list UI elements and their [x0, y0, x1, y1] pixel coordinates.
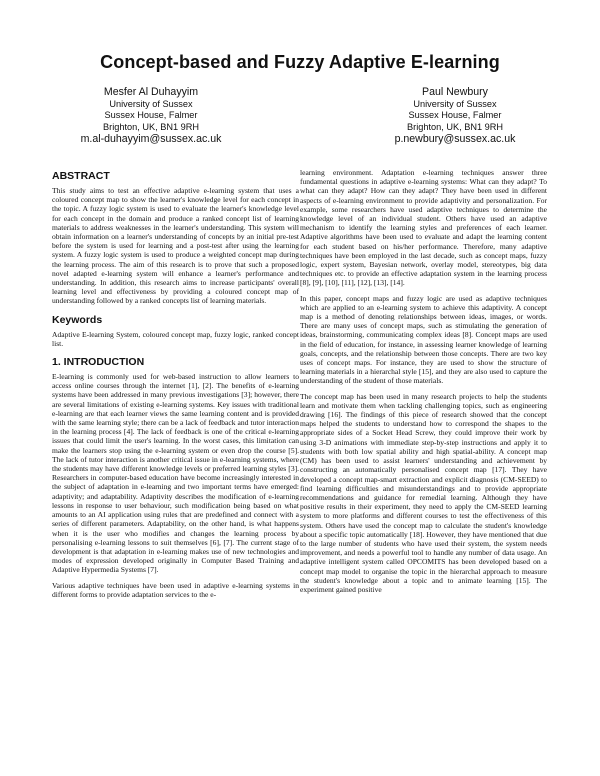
body-paragraph: learning environment. Adaptation e-learning techniques answer three fundamental questions in adaptive e-learning systems: What can they adapt? To what can they adapt? How can they adapt? They have been used in different aspects of e-learning environment to provide adaptivity and personalization. For example, some researchers have used adaptive techniques to determine the knowledge level of an individual student. Others have used an adaptive mechanism to identify the learning styles and preferences of each learner. Adaptive algorithms have been used to evaluate and adapt the learning content for each student based on his/her performance. Therefore, many adaptive techniques have been employed in the last decade, such as concept maps, fuzzy logic, expert system, Bayesian network, overlay model, stereotypes, big data techniques etc. to provide an effective adaptation system in the learning process [8], [9], [10], [11], [12], [13], [14].	[300, 168, 547, 288]
body-paragraph: The concept map has been used in many research projects to help the students learn and motivate them when tackling challenging topics, such as engineering drawing [16]. The findings of this piece of research showed that the concept maps helped the students to understand how to correspond the shapes to the appropriate sides of a Socket Head Screw, they could improve their work by using 3-D animations with immediate step-by-step instructions and apply it to students with both low spatial ability and high spatial-ability. A concept map (CM) has been used to assist learners' understanding and achievement by constructing an automatically personalised concept map [17]. They have developed a concept map-smart extraction and explicit diagnosis (CM-SEED) to find learning difficulties and misunderstandings and to provide appropriate recommendations and guidance for remedial learning. Although they have positive results in their experiment, they need to apply the CM-SEED learning system to more platforms and different courses to test the effectiveness of this system. Others have used the concept map to calculate the student's knowledge about a specific topic automatically [18]. However, they have mentioned that due to the large number of students who have used their system, the system needs improvement, and needs a powerful tool to handle any number of data usage. An adaptive intelligent system called OPCOMITS has been developed based on a concept map model to organise the topic in the hierarchal approach to measure the student's knowledge about a topic and to animate learning [15]. The experiment gained positive	[300, 391, 547, 594]
author-affiliation: University of Sussex	[109, 99, 193, 109]
author-address-line: Brighton, UK, BN1 9RH	[407, 121, 503, 132]
keywords-text: Adaptive E-learning System, coloured concept map, fuzzy logic, ranked concept list.	[52, 329, 299, 348]
introduction-paragraph: E-learning is commonly used for web-based instruction to allow learners to access online courses through the internet [1], [2]. The benefits of e-learning systems have been addressed in many previous investigations [3]; however, there are several limitations of existing e-learning systems. Key issues with traditional e-learning are that each learner views the same learning content and is provided with the same learning style; there can be a lack of feedback and tutor interaction in the learning process [4]. The lack of feedback is one of the critical e-learning issues that could limit the user's learning. In the worst cases, this limitation can make the learners stop using the e-learning system or even drop the course [5]. The lack of tutor interaction is another critical issue in e-learning systems, where the students may have different knowledge levels or preferred learning styles [3]. Researchers in computer-based education have become increasingly interested in the subject of adaptation in e-learning and two important terms have emerged: adaptivity; and adaptability. Adaptivity describes the modification of e-learning lessons in response to user behaviour, such modification being based on what amounts to an AI application using rules that are predefined and connect with a series of different parameters. Adaptability, on the other hand, is what happens when it is the user who modifies and changes the learning process by personalising e-learning lessons to suit themselves [6], [7]. The current stage of development is that adaptation in e-learning makes use of new technologies and modes of expression developed originally in Computer Based Training and Adaptive Hypermedia Systems [7].	[52, 372, 299, 575]
author-name: Paul Newbury	[422, 86, 488, 98]
introduction-heading: 1. INTRODUCTION	[52, 356, 145, 369]
author-name: Mesfer Al Duhayyim	[103, 86, 199, 98]
author-address-line: Brighton, UK, BN1 9RH	[103, 121, 199, 132]
author-affiliation: University of Sussex	[413, 99, 497, 109]
abstract-heading: ABSTRACT	[52, 170, 110, 182]
introduction-paragraph: Various adaptive techniques have been used in adaptive e-learning systems in different forms to provide adaptation services to the e-	[52, 580, 299, 599]
abstract-text: This study aims to test an effective adaptive e-learning system that uses a coloured concept map to show the learner's knowledge level for each concept in the topic. A fuzzy logic system is used to evaluate the learner's knowledge level for each concept in the domain and produce a ranked concept list of learning materials to address weaknesses in the learner's understanding. This system will obtain information on a learner's understanding of concepts by an initial pre-test before the system is used for learning and a post-test after using the learning system. A fuzzy logic system is used to produce a weighted concept map during the learning process. The aim of this research is to prove that such a proposed novel adapted e-learning system will enhance a learner's performance and understanding. In addition, this research aims to increase participants' overall learning level and effectiveness by providing a coloured concept map of understanding followed by a ranked concepts list of learning materials.	[52, 186, 299, 306]
author-address-line: Sussex House, Falmer	[104, 110, 198, 121]
right-column	[300, 168, 547, 600]
body-paragraph: In this paper, concept maps and fuzzy logic are used as adaptive techniques which are applied to an e-learning system to achieve this adaptivity. A concept map is a method of denoting relationships between ideas, images, or words. There are many uses of concept maps, such as stimulating the generation of ideas, brainstorming, communicating complex ideas [8]. Concept maps are used in the field of education, for instance, in assessing learner knowledge of learning goals, concepts, and the relationship between those concepts. There are two key uses of concept maps. For instance, they are used to show the structure of learning materials in a hierarchal style [15], and they are also used to capture the understanding of the student of those materials.	[300, 293, 547, 386]
keywords-heading: Keywords	[52, 313, 103, 326]
paper-title: Concept-based and Fuzzy Adaptive E-learning	[100, 52, 500, 72]
author-block-2	[350, 86, 560, 146]
author-email: m.al-duhayyim@sussex.ac.uk	[80, 133, 222, 146]
left-column	[52, 170, 299, 605]
author-address-line: Sussex House, Falmer	[408, 110, 502, 121]
author-email: p.newbury@sussex.ac.uk	[394, 133, 516, 146]
author-block-1	[46, 86, 256, 146]
